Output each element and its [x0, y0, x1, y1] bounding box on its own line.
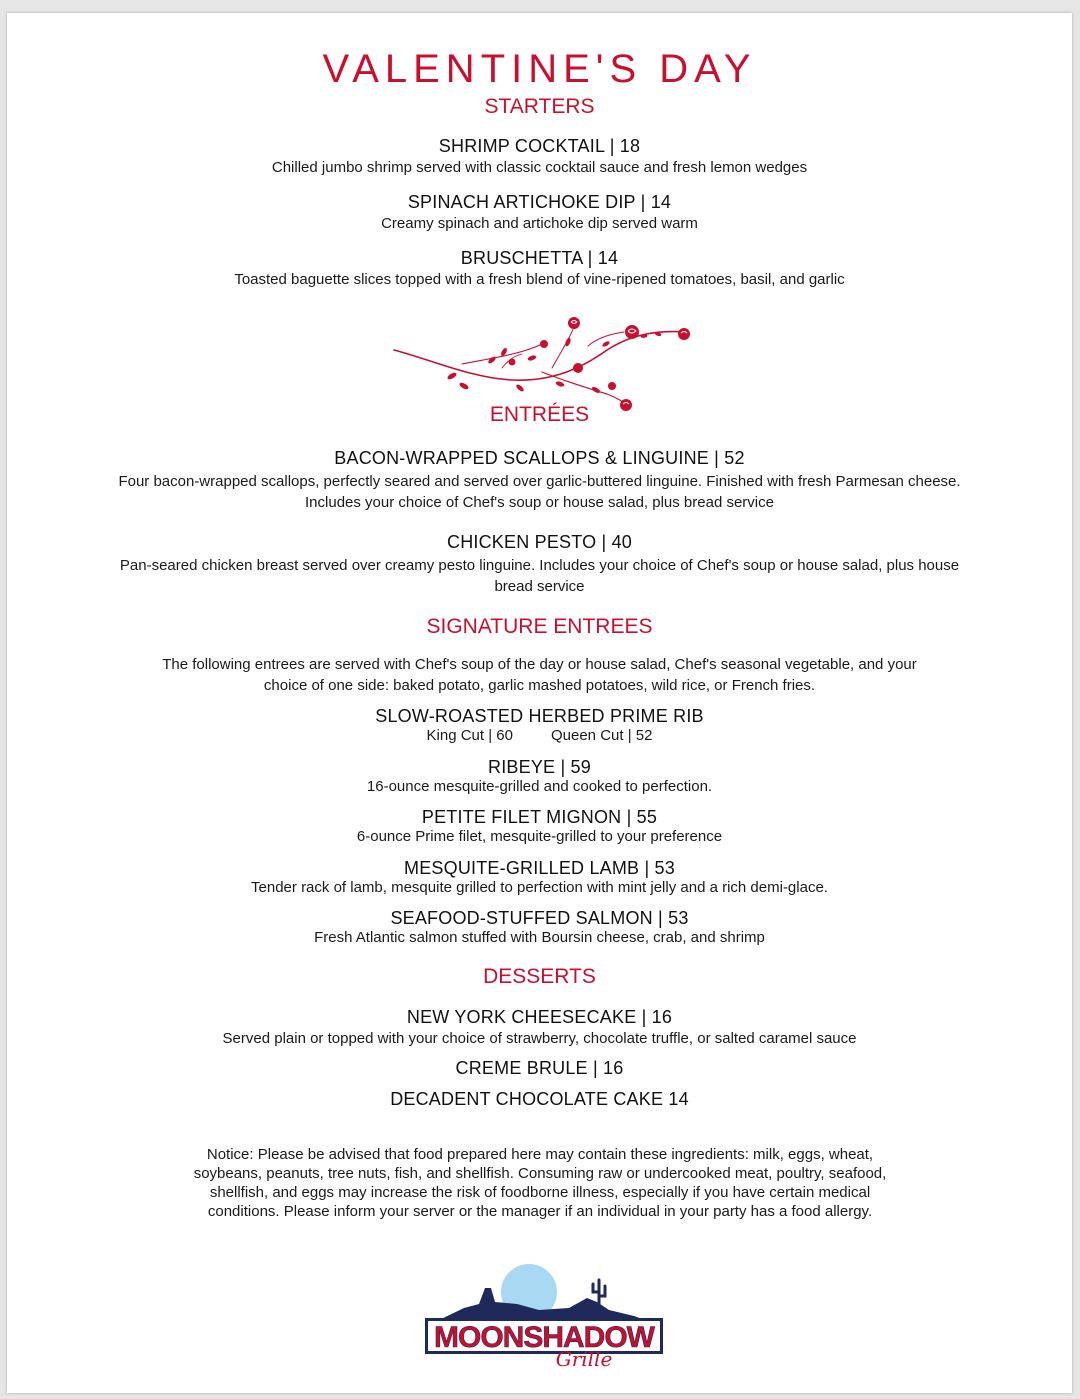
queen-cut-price: Queen Cut | 52	[550, 727, 653, 744]
menu-item-name: SEAFOOD-STUFFED SALMON | 53	[390, 908, 689, 928]
menu-item-desc: Fresh Atlantic salmon stuffed with Boursin cheese, crab, and shrimp	[314, 929, 765, 946]
signature-heading: SIGNATURE ENTREES	[426, 615, 653, 638]
menu-item-name: PETITE FILET MIGNON | 55	[421, 807, 658, 827]
menu-item-desc: Creamy spinach and artichoke dip served warm	[381, 215, 698, 232]
menu-item-desc: Served plain or topped with your choice of strawberry, chocolate truffle, or salted caramel sauce	[222, 1030, 857, 1047]
menu-item-name: SHRIMP COCKTAIL | 18	[438, 136, 641, 156]
menu-item-name: CHICKEN PESTO | 40	[447, 532, 632, 552]
entrees-heading: ENTRÉES	[489, 403, 590, 426]
menu-item-desc: Tender rack of lamb, mesquite grilled to perfection with mint jelly and a rich demi-glace.	[251, 879, 828, 896]
logo-wordmark: MOONSHADOW	[434, 1321, 654, 1354]
starters-heading: STARTERS	[484, 95, 595, 118]
menu-item-desc: Four bacon-wrapped scallops, perfectly seared and served over garlic-buttered linguine. Finished with fresh Parmesan cheese. Includes your choice of Chef's soup or house salad, plus bread service	[118, 473, 961, 511]
menu-item-desc: Pan-seared chicken breast served over creamy pesto linguine. Includes your choice of Chef's soup or house salad, plus house bread service	[119, 557, 960, 595]
king-cut-price: King Cut | 60	[426, 727, 513, 744]
desserts-heading: DESSERTS	[483, 965, 596, 988]
logo-subtitle: Grille	[555, 1347, 613, 1370]
rose-branch-icon	[392, 298, 702, 413]
menu-item-desc: Toasted baguette slices topped with a fresh blend of vine-ripened tomatoes, basil, and garlic	[234, 271, 845, 288]
prime-rib-cuts	[7, 725, 1072, 746]
moonshadow-logo-icon	[419, 1258, 667, 1370]
menu-item-desc: Chilled jumbo shrimp served with classic cocktail sauce and fresh lemon wedges	[271, 159, 808, 176]
menu-item-name: DECADENT CHOCOLATE CAKE 14	[390, 1089, 689, 1109]
menu-item-name: SPINACH ARTICHOKE DIP | 14	[407, 192, 672, 212]
menu-title: VALENTINE'S DAY	[322, 47, 757, 91]
allergen-notice: Notice: Please be advised that food prepared here may contain these ingredients: milk, eggs, wheat, soybeans, peanuts, tree nuts, fish, and shellfish. Consuming raw or undercooked meat, poultry, seafood, shellfish, and eggs may increase the risk of foodborne illness, especially if you have certain medical conditions. Please inform your server or the manager if an individual in your party has a food allergy.	[193, 1146, 887, 1220]
menu-item-name: BRUSCHETTA | 14	[460, 248, 619, 268]
menu-item-desc: 6-ounce Prime filet, mesquite-grilled to your preference	[356, 828, 723, 845]
menu-item-name: CREME BRULE | 16	[455, 1058, 624, 1078]
menu-item-name: SLOW-ROASTED HERBED PRIME RIB	[375, 706, 704, 726]
menu-item-desc: 16-ounce mesquite-grilled and cooked to perfection.	[366, 778, 713, 795]
menu-page	[7, 13, 1072, 1393]
menu-item-name: RIBEYE | 59	[488, 757, 591, 777]
menu-item-name: NEW YORK CHEESECAKE | 16	[406, 1007, 673, 1027]
menu-item-name: BACON-WRAPPED SCALLOPS & LINGUINE | 52	[334, 448, 745, 468]
signature-intro: The following entrees are served with Chef's soup of the day or house salad, Chef's seasonal vegetable, and your choice of one side: baked potato, garlic mashed potatoes, wild rice, or French fries.	[162, 656, 917, 694]
menu-item-name: MESQUITE-GRILLED LAMB | 53	[404, 858, 675, 878]
